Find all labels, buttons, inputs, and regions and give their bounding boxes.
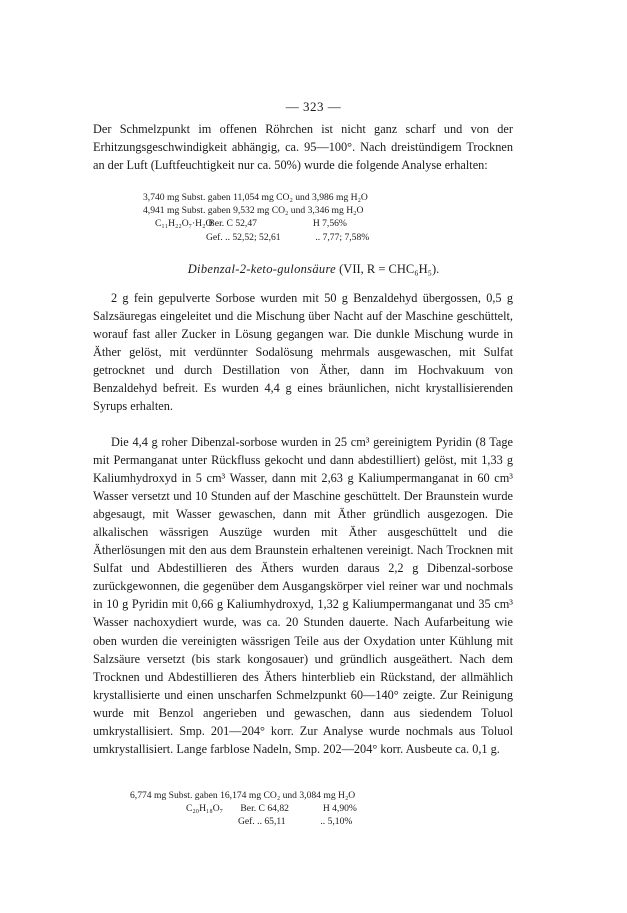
analysis-1-ber-h: H 7,56% — [312, 218, 347, 230]
analysis-1-line-3 — [143, 217, 369, 230]
analysis-2-ber-c: Ber. C 64,82 — [240, 803, 289, 815]
section-heading-title: Dibenzal-2-keto-gulonsäure — [187, 262, 336, 276]
analysis-2-line-3 — [130, 815, 357, 828]
analysis-2-ber-h: H 4,90% — [322, 803, 357, 815]
section-heading-suffix: (VII, R = CHC₆H₅). — [339, 262, 440, 276]
paragraph-preparation: 2 g fein gepulverte Sorbose wurden mit 50 g Benzaldehyd übergossen, 0,5 g Salzsäuregas eingeleitet und die Mischung über Nacht auf der Maschine geschüttelt, worauf fast aller Zucker in Lösung gegangen war. Die dunkle Mischung wurde in Äther gelöst, mit verdünnter Sodalösung mehrmals ausgewaschen, mit Sulfat getrocknet und durch Destillation von Äther, dann im Hochvakuum von Benzaldehyd befreit. Es wurden 4,4 g eines bräunlichen, nicht krystallisierenden Syrups erhalten. — [93, 291, 513, 414]
page-number: — 323 — — [285, 99, 342, 114]
analysis-2-gef-c: Gef. .. 65,11 — [238, 816, 286, 828]
intro-paragraph: Der Schmelzpunkt im offenen Röhrchen ist nicht ganz scharf und von der Erhitzungsgeschwindigkeit abhängig, ca. 95—100°. Nach dreistündigem Trocknen an der Luft (Luftfeuchtigkeit nur ca. 50%) wurde die folgende Analyse erhalten: — [93, 122, 513, 173]
analysis-2-gef-h: .. 5,10% — [320, 816, 353, 828]
analysis-block-2 — [130, 789, 357, 829]
analysis-2-formula: C₂₀H₁₈O₇ — [186, 803, 223, 815]
analysis-1-ber-c: Ber. C 52,47 — [208, 218, 257, 230]
analysis-2-line-2 — [130, 802, 357, 815]
analysis-1-line-2: 4,941 mg Subst. gaben 9,532 mg CO₂ und 3,346 mg H₂O — [143, 205, 364, 217]
analysis-block-1 — [143, 191, 369, 244]
section-heading — [0, 262, 627, 277]
analysis-1-gef-c: Gef. .. 52,52; 52,61 — [206, 231, 281, 243]
paragraph-oxidation: Die 4,4 g roher Dibenzal-sorbose wurden in 25 cm³ gereinigtem Pyridin (8 Tage mit Permanganat unter Rückfluss gekocht und dann abdestilliert) gelöst, mit 1,33 g Kaliumhydroxyd in 5 cm³ Wasser, dann mit 2,63 g Kaliumpermanganat in 60 cm³ Wasser versetzt und 10 Stunden auf der Maschine geschüttelt. Der Braunstein wurde abgesaugt, mit Wasser gewaschen, dann mit Äther gründlich ausgezogen. Die alkalischen wässrigen Auszüge wurden mit Äther ausgeschüttelt und die Ätherlösungen mit den aus dem Braunstein erhaltenen vereinigt. Nach Trocknen mit Sulfat und Abdestillieren des Äthers wurden daraus 2,2 g Dibenzal-sorbose zurückgewonnen, die gegenüber dem Ausgangskörper viel reiner war und nochmals in 10 g Pyridin mit 0,66 g Kaliumhydroxyd, 1,32 g Kaliumpermanganat und 35 cm³ Wasser nachoxydiert wurde, was ca. 20 Stunden dauerte. Nach Aufarbeitung wie oben wurden die vereinigten wässrigen Teile aus der Oxydation unter Kühlung mit Salzsäure versetzt (bis stark kongosauer) und gründlich ausgeäthert. Nach dem Trocknen und Abdestillieren des Äthers hinterblieb ein Rückstand, der allmählich krystallisierte und einen unscharfen Schmelzpunkt 60—140° zeigte. Zur Reinigung wurde mit Benzol angerieben und gewaschen, dann aus siedendem Toluol umkrystallisiert. Smp. 201—204° korr. Zur Analyse wurde nochmals aus Toluol umkrystallisiert. Lange farblose Nadeln, Smp. 202—204° korr. Ausbeute ca. 0,1 g. — [93, 435, 513, 756]
analysis-1-formula: C₁₁H₂₂O₇·H₂O — [155, 218, 213, 230]
analysis-1-line-1: 3,740 mg Subst. gaben 11,054 mg CO₂ und 3,986 mg H₂O — [143, 192, 368, 203]
analysis-1-line-4 — [143, 231, 369, 244]
analysis-2-line-1: 6,774 mg Subst. gaben 16,174 mg CO₂ und 3,084 mg H₂O — [130, 790, 356, 801]
analysis-1-gef-h: .. 7,77; 7,58% — [315, 231, 370, 243]
